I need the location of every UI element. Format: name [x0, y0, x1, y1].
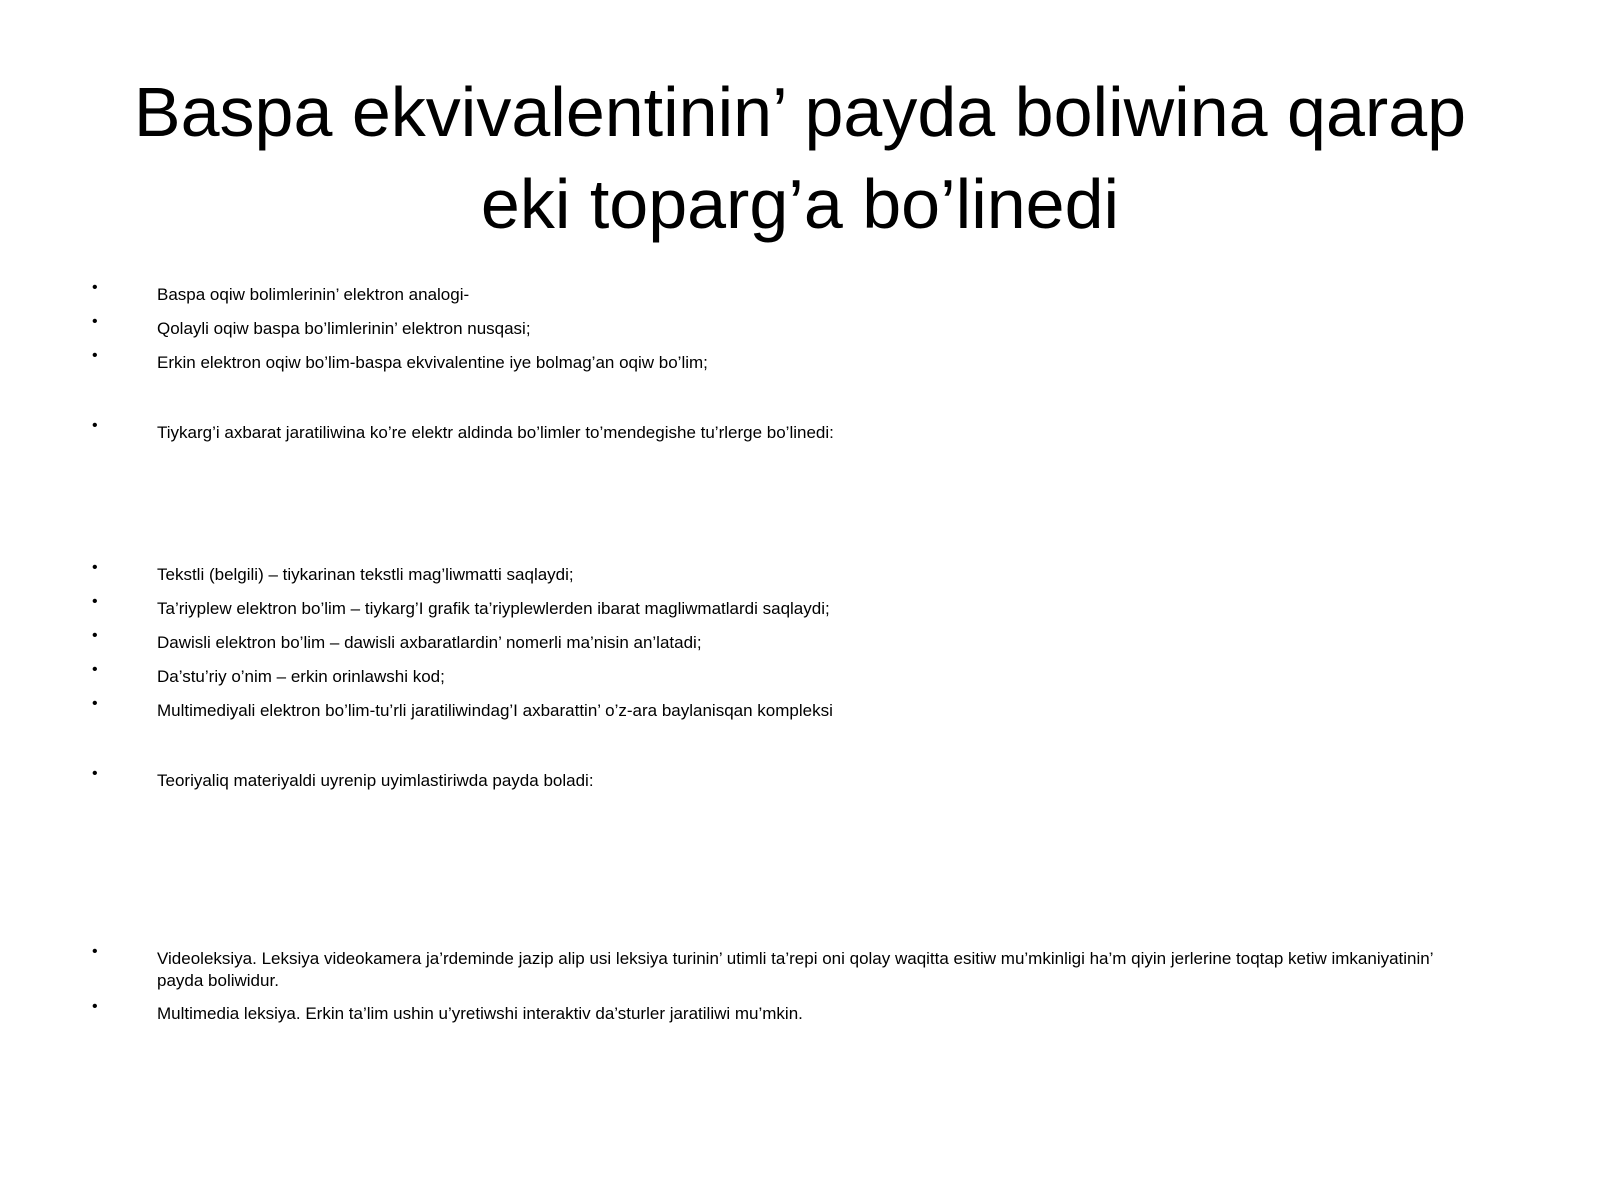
bullet-text: Baspa oqiw bolimlerinin’ elektron analogi- — [157, 285, 470, 304]
list-item — [92, 943, 1472, 992]
title-line-2: eki toparg’a bo’linedi — [480, 165, 1120, 243]
list-item — [92, 347, 1472, 374]
bullet-dot-icon: • — [92, 279, 98, 296]
bullet-dot-icon: • — [92, 417, 98, 434]
bullet-text: Da’stu’riy o’nim – erkin orinlawshi kod; — [157, 667, 445, 686]
bullet-text: Tiykarg’i axbarat jaratiliwina ko’re elektr aldinda bo’limler to’mendegishe tu’rlerge bo’linedi: — [157, 423, 834, 442]
list-item — [92, 279, 1472, 306]
bullet-dot-icon: • — [92, 593, 98, 610]
bullet-text: Multimedia leksiya. Erkin ta’lim ushin u’yretiwshi interaktiv da’sturler jaratiliwi mu’mkin. — [157, 1004, 803, 1023]
bullet-dot-icon: • — [92, 765, 98, 782]
list-item — [92, 559, 1472, 586]
bullet-text: Multimediyali elektron bo’lim-tu’rli jaratiliwindag’I axbarattin’ o’z-ara baylanisqan kompleksi — [157, 701, 833, 720]
bullet-dot-icon: • — [92, 313, 98, 330]
bullet-dot-icon: • — [92, 695, 98, 712]
list-item — [92, 593, 1472, 620]
bullet-dot-icon: • — [92, 998, 98, 1015]
bullet-dot-icon: • — [92, 627, 98, 644]
bullet-text: Tekstli (belgili) – tiykarinan tekstli mag’liwmatti saqlaydi; — [157, 565, 574, 584]
bullet-text: Dawisli elektron bo’lim – dawisli axbaratlardin’ nomerli ma’nisin an’latadi; — [157, 633, 702, 652]
bullet-text: Ta’riyplew elektron bo’lim – tiykarg’I grafik ta’riyplewlerden ibarat magliwmatlardi saqlaydi; — [157, 599, 830, 618]
title-line-1: Baspa ekvivalentinin’ payda boliwina qarap — [133, 73, 1467, 151]
bullet-text: Videoleksiya. Leksiya videokamera ja’rdeminde jazip alip usi leksiya turinin’ utimli ta’repi oni qolay waqitta esitiw mu’mkinligi ha’m qiyin jerlerine toqtap ketiw imkaniyatinin’ payda boliwidur. — [157, 949, 1433, 990]
list-item — [92, 661, 1472, 688]
list-item — [92, 998, 1472, 1025]
list-item — [92, 417, 1472, 444]
list-item — [92, 765, 1472, 792]
list-item — [92, 627, 1472, 654]
list-item — [92, 695, 1472, 722]
bullet-text: Erkin elektron oqiw bo’lim-baspa ekvivalentine iye bolmag’an oqiw bo’lim; — [157, 353, 708, 372]
bullet-dot-icon: • — [92, 661, 98, 678]
bullet-text: Teoriyaliq materiyaldi uyrenip uyimlastiriwda payda boladi: — [157, 771, 594, 790]
bullet-dot-icon: • — [92, 559, 98, 576]
list-item — [92, 313, 1472, 340]
bullet-dot-icon: • — [92, 347, 98, 364]
bullet-dot-icon: • — [92, 943, 98, 960]
bullet-text: Qolayli oqiw baspa bo’limlerinin’ elektron nusqasi; — [157, 319, 531, 338]
